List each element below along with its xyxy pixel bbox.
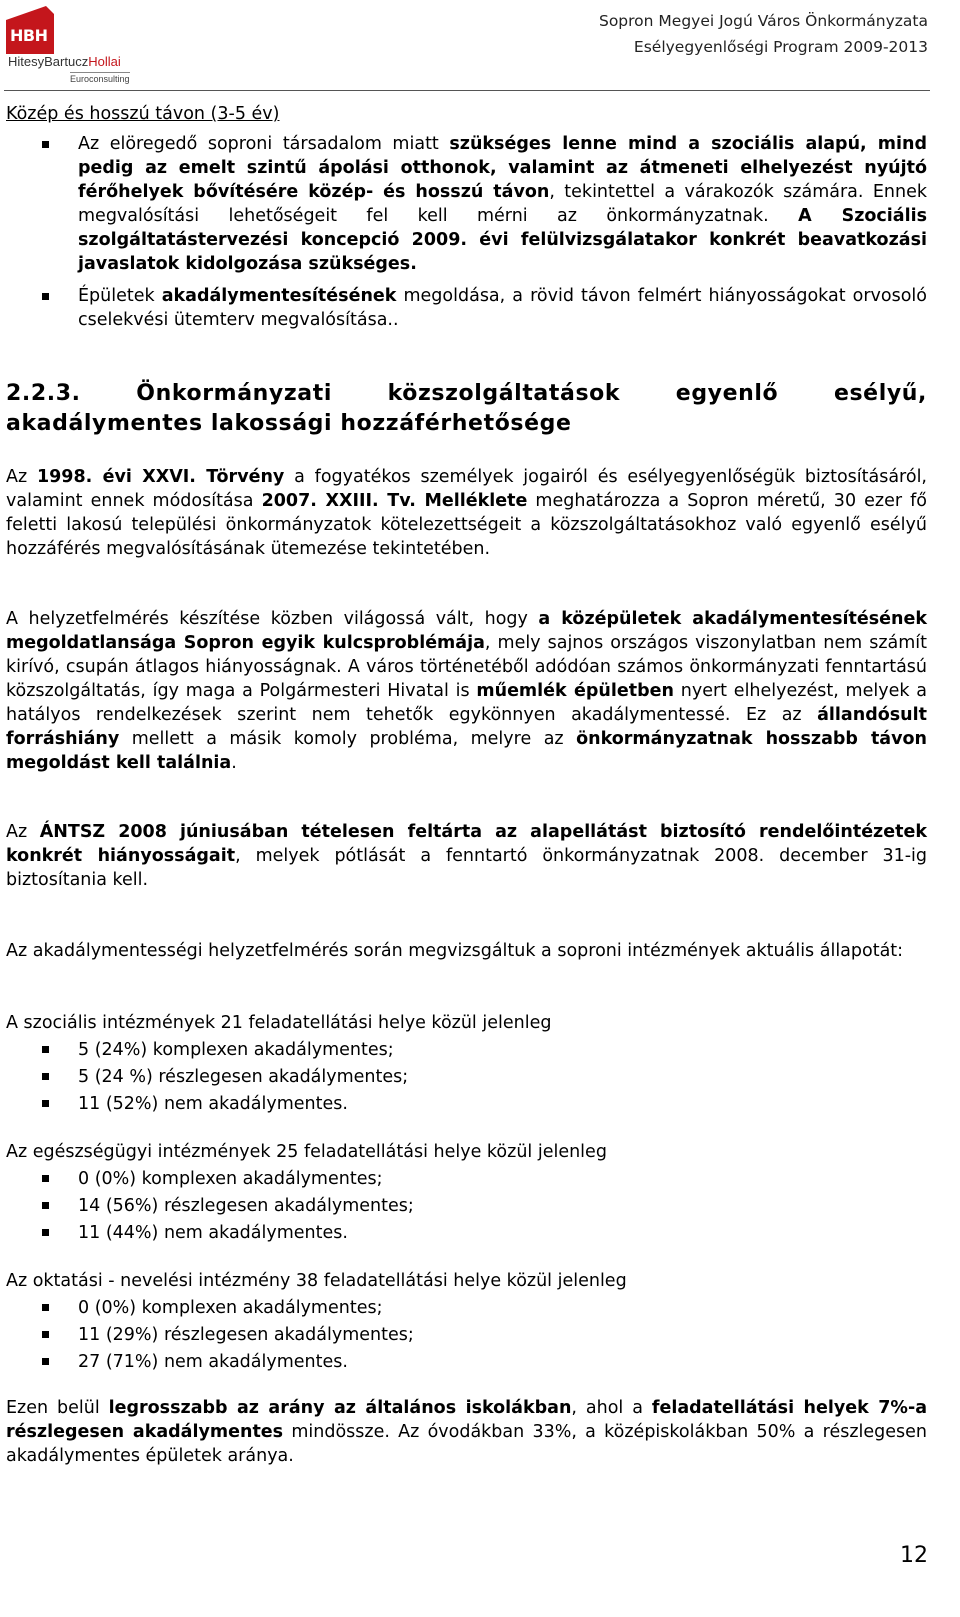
logo-initials: HBH [10,26,48,45]
header-organization: Sopron Megyei Jogú Város Önkormányzata [598,12,928,30]
list-item: 5 (24 %) részlegesen akadálymentes; [6,1064,927,1091]
stats-health-list [6,1166,927,1247]
page-number: 12 [900,1543,928,1568]
list-item: 5 (24%) komplexen akadálymentes; [6,1037,927,1064]
company-logo [6,2,146,86]
list-item: 0 (0%) komplexen akadálymentes; [6,1295,927,1322]
list-item: 27 (71%) nem akadálymentes. [6,1349,927,1376]
stats-health [6,1139,927,1247]
stats-education-list [6,1295,927,1376]
list-item: Épületek akadálymentesítésének megoldása, a rövid távon felmért hiányosságokat orvosoló cselekvési ütemterv megvalósítása.. [6,284,927,332]
paragraph-antsz: Az ÁNTSZ 2008 júniusában tételesen feltárta az alapellátást biztosító rendelőintézetek konkrét hiányosságait, melyek pótlását a fenntartó önkormányzatnak 2008. december 31-ig biztosítania kell. [6,822,927,890]
paragraph-assessment: A helyzetfelmérés készítése közben világossá vált, hogy a középületek akadálymentesítésének megoldatlansága Sopron egyik kulcsproblémája, mely sajnos országos viszonylatban nem számít kirívó, csupán átlagos hiányosságnak. A város történetéből adódóan számos önkormányzati fenntartású közszolgáltatás, így maga a Polgármesteri Hivatal is műemlék épületben nyert elhelyezést, melyek a hatályos rendelkezések szerint nem tehetők egykönnyen akadálymentessé. Ez az állandósult forráshiány mellett a másik komoly probléma, melyre az önkormányzatnak hosszabb távon megoldást kell találnia. [6,609,928,773]
stats-health-intro: Az egészségügyi intézmények 25 feladatellátási helye közül jelenleg [6,1142,607,1162]
header-info [599,8,928,60]
list-item: 11 (44%) nem akadálymentes. [6,1220,927,1247]
list-item: 11 (52%) nem akadálymentes. [6,1091,927,1118]
stats-education [6,1268,927,1376]
logo-subtitle: Euroconsulting [70,74,130,84]
paragraph-survey-intro: Az akadálymentességi helyzetfelmérés során megvizsgáltuk a soproni intézmények aktuális állapotát: [6,941,904,961]
paragraph-school-ratio: Ezen belül legrosszabb az arány az általános iskolákban, ahol a feladatellátási helyek 7%-a részlegesen akadálymentes mindössze. Az óvodákban 33%, a középiskolákban 50% a részlegesen akadálymentes épületek aránya. [6,1398,928,1466]
header-divider [4,90,930,91]
section-medium-long-term [6,102,927,332]
logo-company-name: HitesyBartuczHollai [8,54,121,69]
section-heading: 2.2.3. Önkormányzati közszolgáltatások egyenlő esélyű, akadálymentes lakossági hozzáférhetősége [6,381,927,436]
section-title: Közép és hosszú távon (3-5 év) [6,104,280,124]
stats-education-intro: Az oktatási - nevelési intézmény 38 feladatellátási helye közül jelenleg [6,1271,627,1291]
list-item: 14 (56%) részlegesen akadálymentes; [6,1193,927,1220]
paragraph-law: Az 1998. évi XXVI. Törvény a fogyatékos személyek jogairól és esélyegyenlőségük biztosításáról, valamint ennek módosítása 2007. XXIII. Tv. Melléklete meghatározza a Sopron méretű, 30 ezer fő feletti lakosú települési önkormányzatok kötelezettségeit a közszolgáltatásokhoz való egyenlő esélyű hozzáférés megvalósításának ütemezése tekintetében. [6,467,927,559]
stats-social-intro: A szociális intézmények 21 feladatellátási helye közül jelenleg [6,1013,552,1033]
stats-social [6,1010,927,1118]
list-item: 11 (29%) részlegesen akadálymentes; [6,1322,927,1349]
header-program: Esélyegyenlőségi Program 2009-2013 [633,38,928,56]
list-item: 0 (0%) komplexen akadálymentes; [6,1166,927,1193]
section-bullet-list [6,132,927,332]
stats-social-list [6,1037,927,1118]
list-item: Az elöregedő soproni társadalom miatt szükséges lenne mind a szociális alapú, mind pedig az emelt szintű ápolási otthonok, valamint az átmeneti elhelyezést nyújtó férőhelyek bővítésére közép- és hosszú távon, tekintettel a várakozók számára. Ennek megvalósítási lehetőségeit fel kell mérni az önkormányzatnak. A Szociális szolgáltatástervezési koncepció 2009. évi felülvizsgálatakor konkrét beavatkozási javaslatok kidolgozása szükséges. [6,132,927,276]
